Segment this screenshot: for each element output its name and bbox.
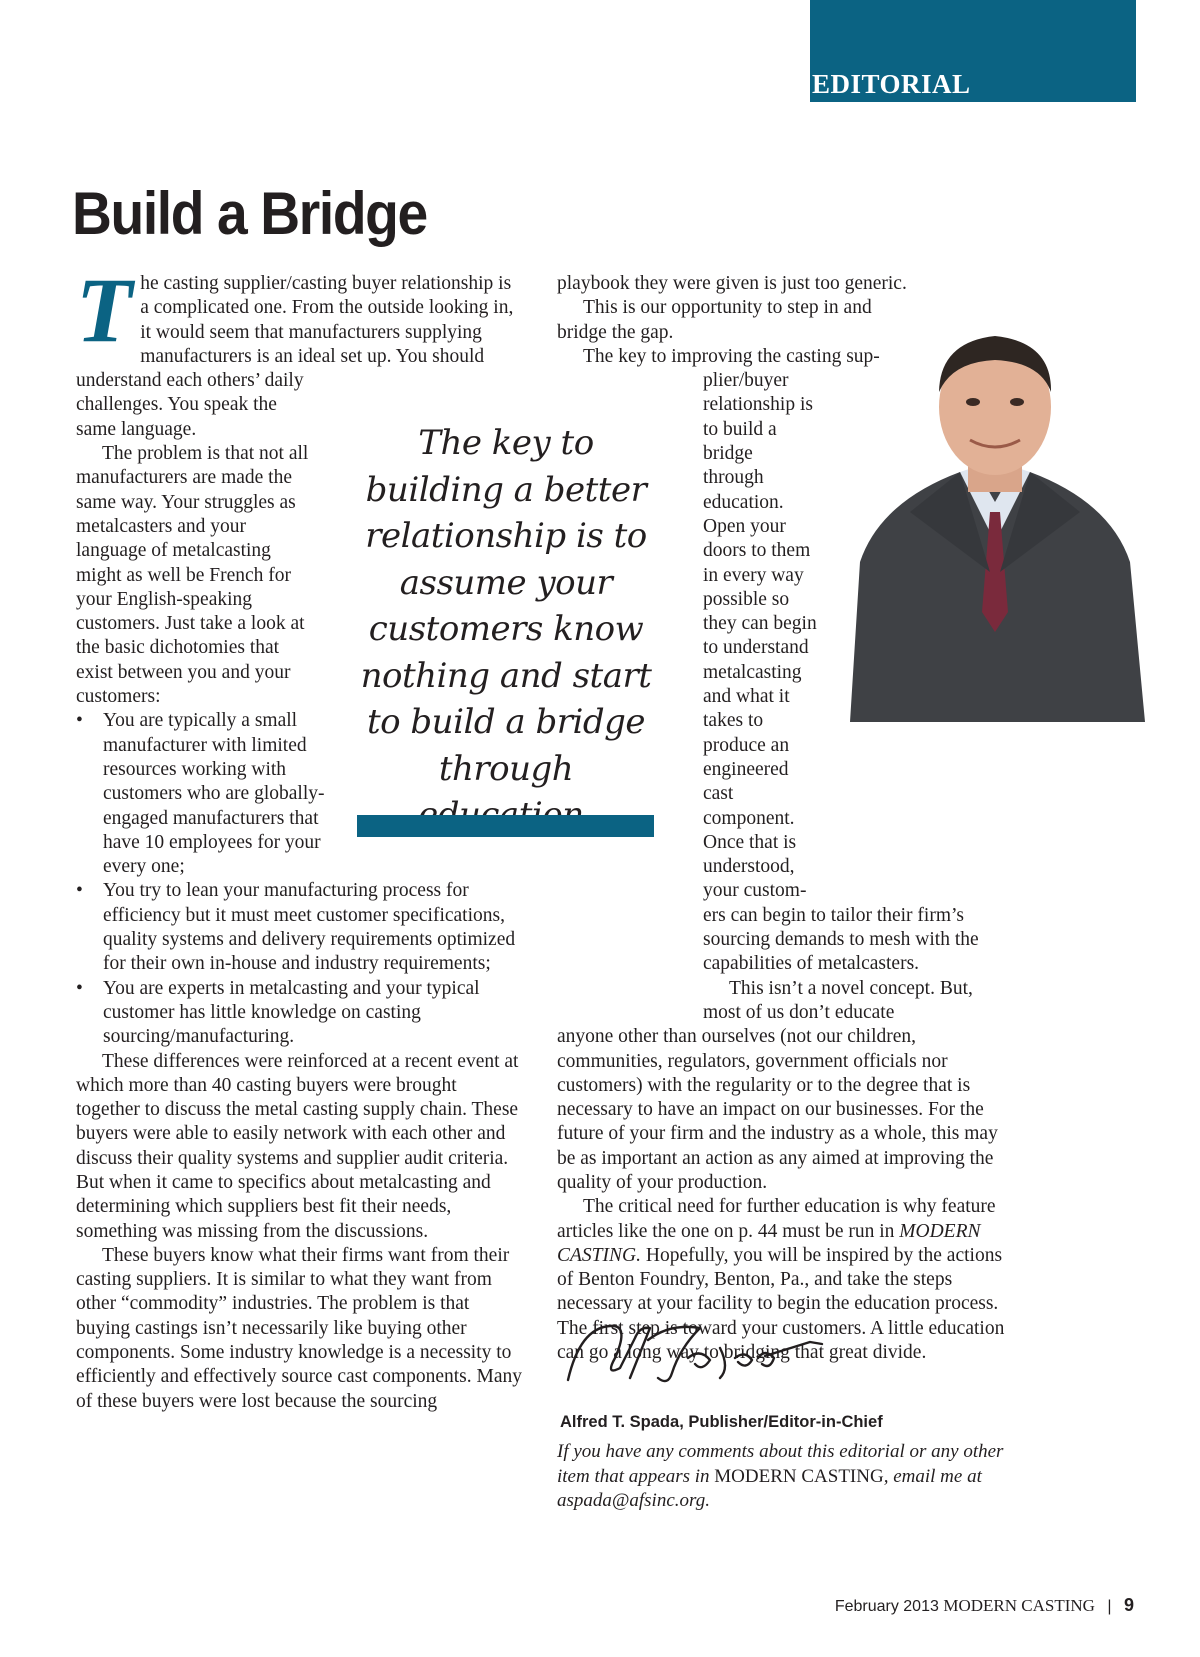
section-label: EDITORIAL — [812, 69, 971, 99]
right-paragraph-3b: plier/buyer relationship is to build a bridge through education. Open your doors to them in every way possible so they can begin to understand metalcasting and what it takes to produce an engineered cast component. Once that is understood, your custom- — [703, 370, 817, 902]
intro-continued: understand each others’ daily challenges. You speak the same language. — [76, 370, 304, 440]
page-footer — [835, 1595, 1134, 1616]
event-paragraph: These differences were reinforced at a recent event at which more than 40 casting buyers were brought together to discuss the metal casting supply chain. These buyers were able to easily network with each other and discuss their quality systems and supplier audit criteria. But when it came to specifics about metalcasting and determining which suppliers best fit their needs, something was missing from the discussions. — [76, 1050, 519, 1242]
list-item: • You are experts in metalcasting and your typical customer has little knowledge on casting sourcing/manufacturing. — [76, 977, 518, 1050]
drop-cap: T — [76, 259, 133, 361]
right-paragraph-4a: This isn’t a novel concept. But, most of us don’t educate — [703, 977, 973, 1023]
right-paragraph-4b: anyone other than ourselves (not our children, communities, regulators, government officials nor customers) with the regularity or to the degree that is necessary to have an impact on our businesses. For the future of your firm and the industry as a whole, this may be as important an action as any aimed at improving the quality of your production. — [557, 1026, 998, 1193]
list-item: • You are typically a small manufacturer with limited resources working with customers who are globally-engaged manufacturers that have 10 employees for your every one; — [76, 709, 338, 879]
intro-paragraph: he casting supplier/casting buyer relationship is a complicated one. From the outside looking in, it would seem that manufacturers supplying manufacturers is an ideal set up. You should — [140, 273, 514, 367]
page-number: 9 — [1123, 1595, 1134, 1615]
right-column — [557, 272, 1005, 1365]
byline: Alfred T. Spada, Publisher/Editor-in-Chief — [560, 1413, 883, 1431]
buyers-paragraph: These buyers know what their firms want from their casting suppliers. It is similar to what they want from other “commodity” industries. The problem is that buying castings isn’t necessarily like buying other components. Some industry knowledge is a necessity to efficiently and effectively source cast components. Many of these buyers were lost because the sourcing — [76, 1244, 522, 1412]
right-paragraph-3a: The key to improving the casting sup- — [583, 345, 880, 367]
right-paragraph-1: playbook they were given is just too generic. — [557, 273, 907, 294]
right-paragraph-2: This is our opportunity to step in and bridge the gap. — [557, 297, 872, 343]
problem-paragraph: The problem is that not all manufacturers are made the same way. Your struggles as metalcasters and your language of metalcasting might as well be French for your English-speaking customers. Just take a look at the basic dichotomies that exist between you and your customers: — [76, 443, 309, 708]
footer-magazine: MODERN CASTING — [943, 1596, 1095, 1615]
footer-separator: | — [1107, 1598, 1112, 1615]
page-title: Build a Bridge — [72, 180, 427, 247]
right-paragraph-3c: ers can begin to tailor their firm’s sourcing demands to mesh with the capabilities of metalcasters. — [703, 904, 979, 975]
narrow-column-block — [76, 369, 311, 709]
list-item: • You try to lean your manufacturing process for efficiency but it must meet customer specifications, quality systems and delivery requirements optimized for their own in-house and industry requirements; — [76, 879, 518, 976]
magazine-name: MODERN CASTING. — [557, 1220, 981, 1266]
issue-date: February 2013 — [834, 1598, 939, 1615]
right-paragraph-5: The critical need for further education is why feature articles like the one on p. 44 must be run in MODERN CASTING. Hopefully, you will be inspired by the actions of Benton Foundry, Benton, Pa., and take the steps necessary at your facility to begin the education process. The first step is toward your customers. A little education can go a long way to bridging that great divide. — [557, 1196, 1005, 1364]
closing-note: If you have any comments about this editorial or any other item that appears in MODERN CASTING, email me at aspada@afsinc.org. — [557, 1441, 1004, 1511]
pull-quote: The key to building a better relationship is to assume your customers know nothing and start to build a bridge through — [360, 423, 652, 789]
signature — [560, 1318, 830, 1388]
